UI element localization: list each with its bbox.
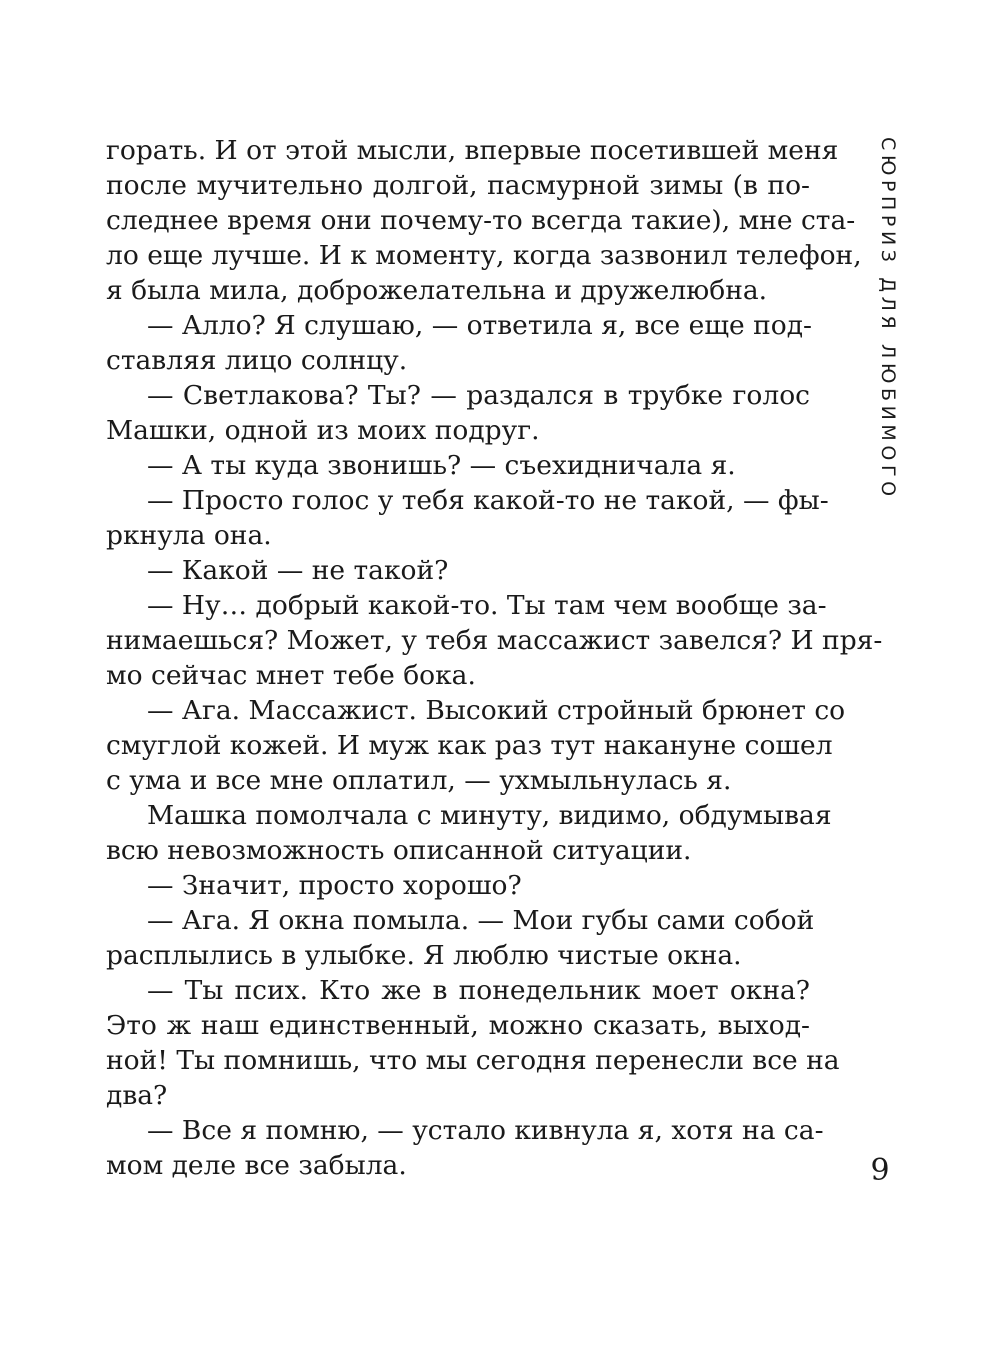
- text-line: с ума и все мне оплатил, — ухмыльнулась я.: [106, 765, 732, 796]
- text-line: — Алло? Я слушаю, — ответила я, все еще под-: [147, 310, 812, 341]
- text-line: — Светлакова? Ты? — раздался в трубке голос: [147, 380, 810, 411]
- text-line: расплылись в улыбке. Я люблю чистые окна.: [106, 940, 742, 971]
- text-line: Машка помолчала с минуту, видимо, обдумывая: [147, 800, 832, 831]
- text-line: ркнула она.: [106, 520, 272, 551]
- text-line: Это ж наш единственный, можно сказать, выход-: [106, 1010, 810, 1041]
- text-line: — Просто голос у тебя какой-то не такой, — фы-: [147, 485, 829, 516]
- running-title: СЮРПРИЗ ДЛЯ ЛЮБИМОГО: [877, 137, 899, 501]
- text-line: два?: [106, 1080, 168, 1111]
- text-line: — Ну… добрый какой-то. Ты там чем вообще за-: [147, 590, 827, 621]
- text-line: ставляя лицо солнцу.: [106, 345, 408, 376]
- text-line: всю невозможность описанной ситуации.: [106, 835, 692, 866]
- text-line: — Ага. Массажист. Высокий стройный брюнет со: [147, 695, 846, 726]
- page-number: 9: [870, 1153, 890, 1188]
- body-text: [106, 133, 883, 1183]
- text-line: ло еще лучше. И к моменту, когда зазвонил телефон,: [106, 240, 862, 271]
- text-line: следнее время они почему-то всегда такие), мне ста-: [106, 205, 856, 236]
- text-line: нимаешься? Может, у тебя массажист завелся? И пря-: [106, 625, 883, 656]
- text-line: — Все я помню, — устало кивнула я, хотя на са-: [147, 1115, 824, 1146]
- text-line: смуглой кожей. И муж как раз тут накануне сошел: [106, 730, 833, 761]
- text-line: — Значит, просто хорошо?: [147, 870, 522, 901]
- text-line: — Какой — не такой?: [147, 555, 449, 586]
- text-line: Машки, одной из моих подруг.: [106, 415, 540, 446]
- text-line: — Ты псих. Кто же в понедельник моет окна?: [147, 975, 810, 1006]
- text-line: — Ага. Я окна помыла. — Мои губы сами собой: [147, 905, 815, 936]
- text-line: мом деле все забыла.: [106, 1150, 407, 1181]
- text-line: горать. И от этой мысли, впервые посетившей меня: [106, 135, 839, 166]
- text-line: после мучительно долгой, пасмурной зимы (в по-: [106, 170, 810, 201]
- text-line: ной! Ты помнишь, что мы сегодня перенесли все на: [106, 1045, 840, 1076]
- text-line: мо сейчас мнет тебе бока.: [106, 660, 476, 691]
- text-line: я была мила, доброжелательна и дружелюбна.: [106, 275, 768, 306]
- text-line: — А ты куда звонишь? — съехидничала я.: [147, 450, 736, 481]
